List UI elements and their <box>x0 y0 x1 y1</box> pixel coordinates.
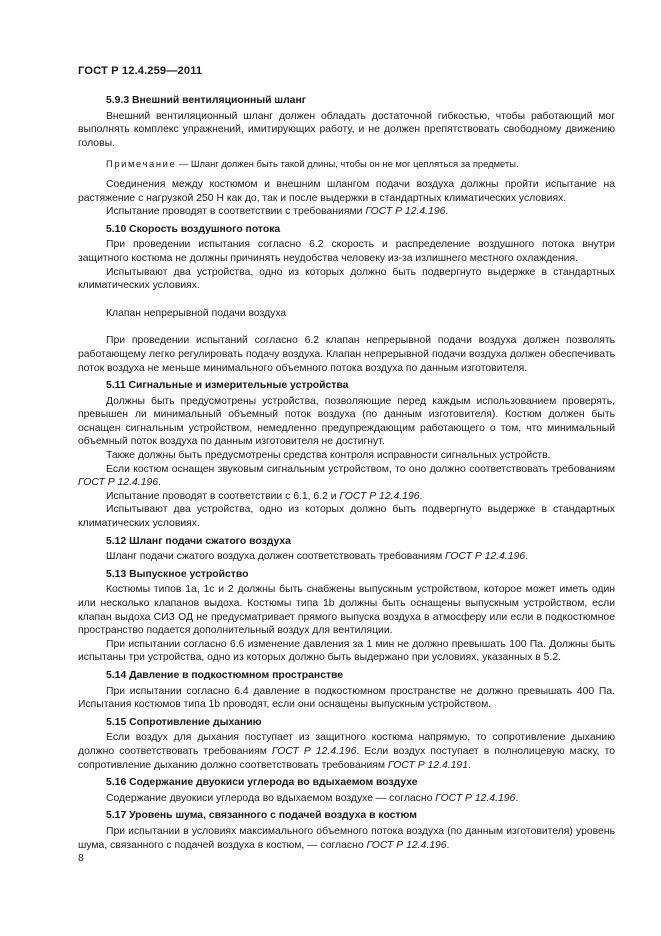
heading-5-12: 5.12 Шланг подачи сжатого воздуха <box>106 535 291 547</box>
standard-reference: ГОСТ Р 12.4.196 <box>445 551 526 563</box>
note-text: — Шланг должен быть такой длины, чтобы он не мог цепляться за предметы. <box>178 158 519 170</box>
paragraph: Если воздух для дыхания поступает из защитного костюма напрямую, то сопротивление дыханию должно соответствовать требованиям ГОСТ Р 12.4.196. Если воздух поступает в полнолицевую маску, то сопротивление дыханию должно соответствовать требованиям ГОСТ Р 12.4.191. <box>78 732 615 771</box>
page-number: 8 <box>78 853 84 864</box>
paragraph: Испытание проводят в соответствии с 6.1, 6.2 и ГОСТ Р 12.4.196. <box>106 490 423 502</box>
paragraph: Если костюм оснащен звуковым сигнальным устройством, то оно должно соответствовать требованиям ГОСТ Р 12.4.196. <box>78 463 615 489</box>
heading-5-11: 5.11 Сигнальные и измерительные устройства <box>106 380 349 392</box>
heading-5-16: 5.16 Содержание двуокиси углерода во вдыхаемом воздухе <box>106 777 418 789</box>
document-body <box>78 94 615 852</box>
note-label: Примечание <box>106 158 177 170</box>
paragraph: Костюмы типов 1a, 1c и 2 должны быть снабжены выпускным устройством, которое может иметь один или несколько клапанов выдоха. Костюмы типа 1b должны быть оснащены выпускным устройством, если клапан выдоха СИЗ ОД не предусматривает прямого выпуска воздуха в атмосферу или если в подкостюмное пространство подается дополнительный воздух для вентиляции. <box>78 584 615 637</box>
note <box>78 157 615 171</box>
paragraph: Испытание проводят в соответствии с требованиями ГОСТ Р 12.4.196. <box>106 206 449 218</box>
heading-5-15: 5.15 Сопротивление дыханию <box>106 716 262 728</box>
standard-reference: ГОСТ Р 12.4.196 <box>435 792 516 804</box>
document-code: ГОСТ Р 12.4.259—2011 <box>78 65 203 77</box>
standard-reference: ГОСТ Р 12.4.191 <box>387 759 468 771</box>
paragraph: Внешний вентиляционный шланг должен обладать достаточной гибкостью, чтобы работающий мог выполнять комплекс упражнений, имитирующих работу, и не должен препятствовать свободному движению головы. <box>78 110 615 149</box>
paragraph: При проведении испытаний согласно 6.2 клапан непрерывной подачи воздуха должен позволять работающему легко регулировать подачу воздуха. Клапан непрерывной подачи воздуха должен обеспечивать поток воздуха не меньше минимального объемного потока воздуха по данным изготовителя. <box>78 335 615 374</box>
paragraph: Также должны быть предусмотрены средства контроля исправности сигнальных устройств. <box>106 450 551 462</box>
paragraph: Шланг подачи сжатого воздуха должен соответствовать требованиям ГОСТ Р 12.4.196. <box>106 551 529 563</box>
standard-reference: ГОСТ Р 12.4.196 <box>271 745 357 757</box>
paragraph: Соединения между костюмом и внешним шлангом подачи воздуха должны пройти испытание на растяжение с нагрузкой 250 Н как до, так и после выдержки в стандартных климатических условиях. <box>78 178 615 204</box>
paragraph: При проведении испытания согласно 6.2 скорость и распределение воздушного потока внутри защитного костюма не должны причинять неудобства человеку из-за излишнего местного охлаждения. <box>78 239 615 264</box>
standard-reference: ГОСТ Р 12.4.196 <box>339 490 420 502</box>
paragraph: Содержание двуокиси углерода во вдыхаемом воздухе — согласно ГОСТ Р 12.4.196. <box>106 792 519 804</box>
paragraph: Испытывают два устройства, одно из которых должно быть подвергнуто выдержке в стандартных климатических условиях. <box>78 266 615 292</box>
standard-reference: ГОСТ Р 12.4.196 <box>365 206 446 218</box>
paragraph: При испытании в условиях максимального объемного потока воздуха (по данным изготовителя) уровень шума, связанного с подачей воздуха в костюм, — согласно ГОСТ Р 12.4.196. <box>78 825 615 851</box>
subsection-label: Клапан непрерывной подачи воздуха <box>106 307 287 319</box>
paragraph: При испытании согласно 6.6 изменение давления за 1 мин не должно превышать 100 Па. Должны быть испытаны три устройства, одно из которых должно быть выдержано при условиях, указанных в 5.2. <box>78 638 615 664</box>
heading-5-10: 5.10 Скорость воздушного потока <box>106 223 281 235</box>
heading-5-17: 5.17 Уровень шума, связанного с подачей воздуха в костюм <box>106 810 417 822</box>
heading-5-9-3: 5.9.3 Внешний вентиляционный шланг <box>106 95 307 106</box>
heading-5-13: 5.13 Выпускное устройство <box>106 568 249 580</box>
paragraph: Должны быть предусмотрены устройства, позволяющие перед каждым использованием проверять, превышен ли минимальный объемный поток воздуха (по данным изготовителя). Костюм должен быть оснащен сигнальным устройством, немедленно предупреждающим работающего о том, что минимальный объемный поток воздуха по данным изготовителя не достигнут. <box>78 395 615 448</box>
paragraph: Испытывают два устройства, одно из которых должно быть подвергнуто выдержке в стандартных климатических условиях. <box>78 504 615 530</box>
standard-reference: ГОСТ Р 12.4.196 <box>366 839 447 851</box>
paragraph: При испытании согласно 6.4 давление в подкостюмном пространстве не должно превышать 400 Па. Испытания костюмов типа 1b проводят, если они оснащены выпускным устройством. <box>78 685 615 711</box>
heading-5-14: 5.14 Давление в подкостюмном пространстве <box>106 669 344 681</box>
standard-reference: ГОСТ Р 12.4.196 <box>78 477 159 489</box>
